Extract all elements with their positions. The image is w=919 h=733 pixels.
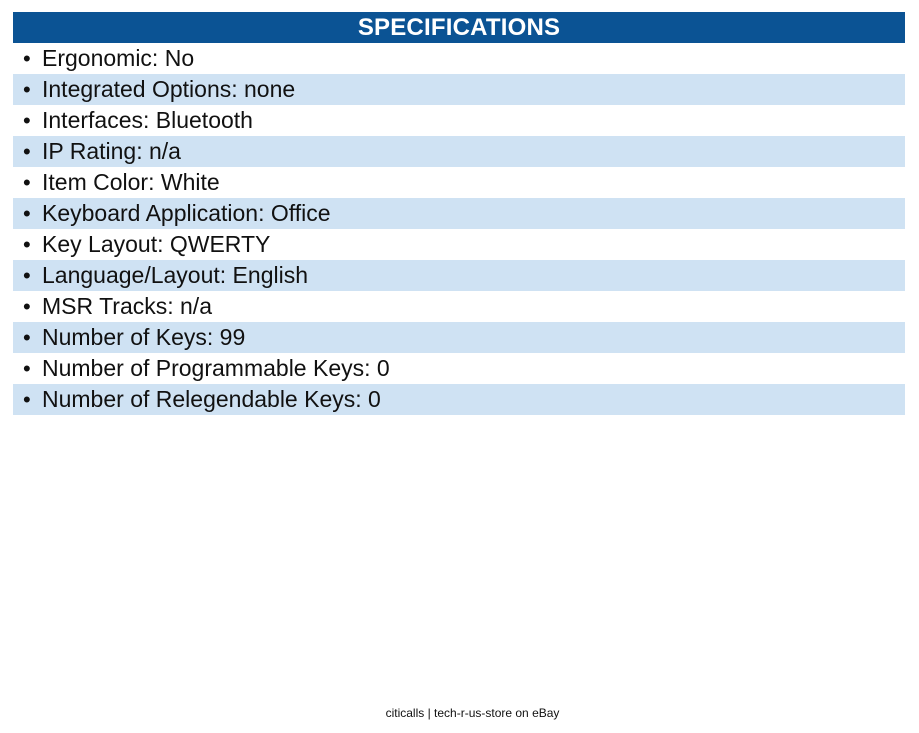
spec-item [13, 74, 905, 105]
spec-item-text: Keyboard Application: Office [42, 200, 331, 226]
bullet-icon: • [23, 107, 31, 133]
specifications-list [13, 43, 905, 415]
spec-item [13, 260, 905, 291]
spec-item-text: Number of Relegendable Keys: 0 [42, 386, 381, 412]
bullet-icon: • [23, 386, 31, 412]
bullet-icon: • [23, 200, 31, 226]
spec-item [13, 136, 905, 167]
bullet-icon: • [23, 355, 31, 381]
bullet-icon: • [23, 76, 31, 102]
footer-text: citicalls | tech-r-us-store on eBay [385, 706, 560, 720]
spec-item [13, 198, 905, 229]
spec-item-text: Integrated Options: none [42, 76, 296, 102]
spec-item-text: Key Layout: QWERTY [42, 231, 271, 257]
spec-item-text: Language/Layout: English [42, 262, 308, 288]
spec-item [13, 291, 905, 322]
spec-item-text: Interfaces: Bluetooth [42, 107, 253, 133]
bullet-icon: • [23, 138, 31, 164]
spec-item-text: IP Rating: n/a [42, 138, 181, 164]
bullet-icon: • [23, 169, 31, 195]
bullet-icon: • [23, 293, 31, 319]
spec-item [13, 322, 905, 353]
spec-item [13, 353, 905, 384]
specifications-header: SPECIFICATIONS [13, 12, 905, 43]
spec-item-text: Number of Programmable Keys: 0 [42, 355, 390, 381]
spec-item [13, 229, 905, 260]
spec-item [13, 105, 905, 136]
spec-item [13, 43, 905, 74]
bullet-icon: • [23, 231, 31, 257]
spec-item-text: Ergonomic: No [42, 45, 195, 71]
spec-item-text: MSR Tracks: n/a [42, 293, 212, 319]
spec-item-text: Number of Keys: 99 [42, 324, 246, 350]
spec-item [13, 384, 905, 415]
spec-item-text: Item Color: White [42, 169, 220, 195]
bullet-icon: • [23, 324, 31, 350]
spec-item [13, 167, 905, 198]
bullet-icon: • [23, 262, 31, 288]
bullet-icon: • [23, 45, 31, 71]
